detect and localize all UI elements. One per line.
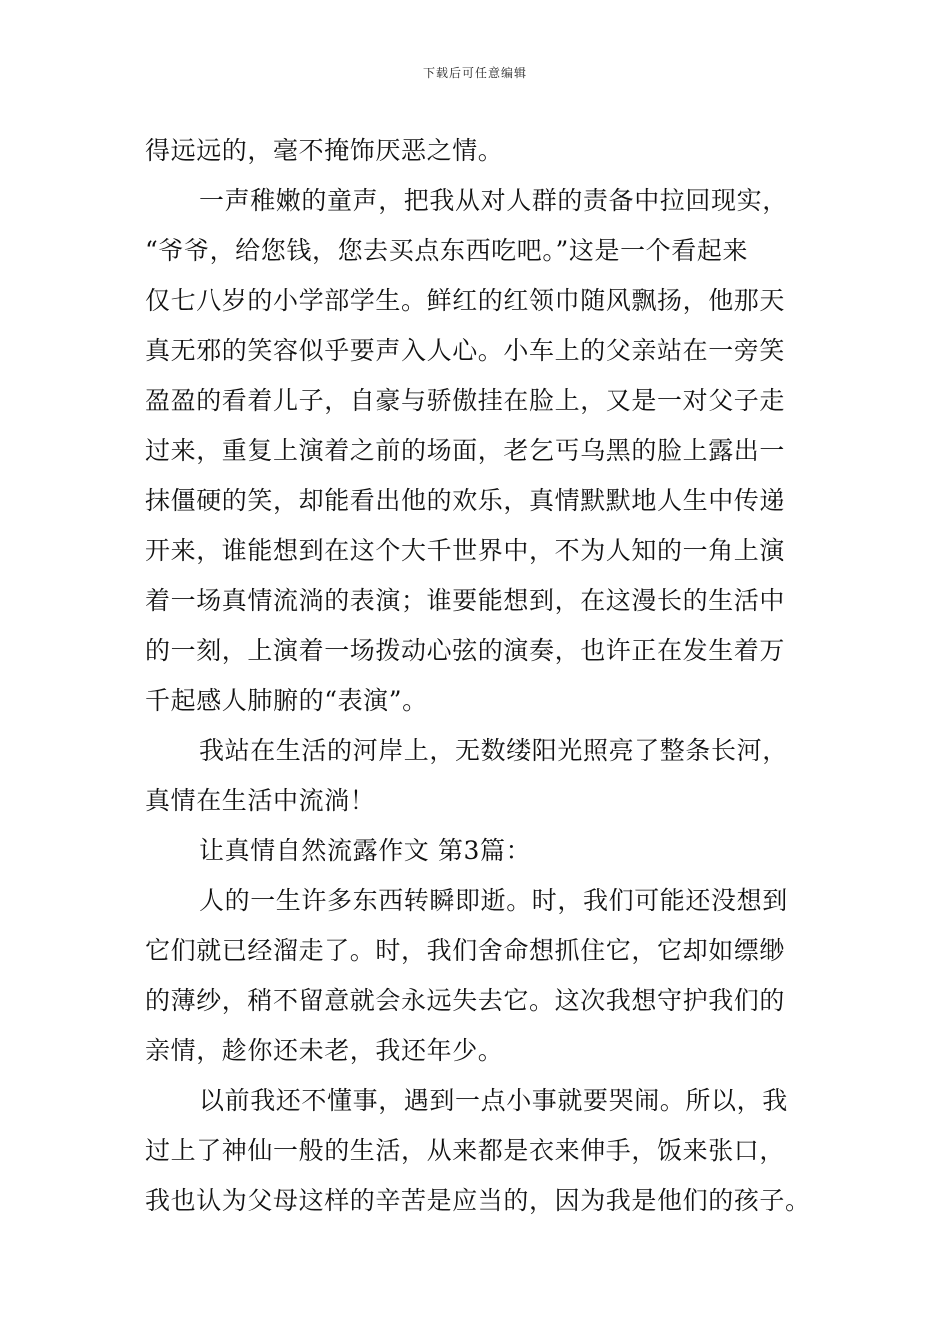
paragraph-start: 一声稚嫩的童声，把我从对人群的责备中拉回现实， bbox=[199, 186, 788, 215]
text-line: 盈盈的看着儿子，自豪与骄傲挂在脸上，又是一对父子走 bbox=[145, 386, 786, 415]
text-line: 过来，重复上演着之前的场面，老乞丐乌黑的脸上露出一 bbox=[145, 436, 786, 465]
text-line: 开来，谁能想到在这个大千世界中，不为人知的一角上演 bbox=[145, 536, 786, 565]
text-line: 的一刻，上演着一场拨动心弦的演奏，也许正在发生着万 bbox=[145, 636, 786, 665]
text-line: 它们就已经溜走了。时，我们舍命想抓住它，它却如缥缈 bbox=[145, 936, 786, 965]
document-body bbox=[145, 126, 809, 1226]
text-line: 得远远的，毫不掩饰厌恶之情。 bbox=[145, 136, 504, 165]
text-line: 仅七八岁的小学部学生。鲜红的红领巾随风飘扬，他那天 bbox=[145, 286, 786, 315]
page-header: 下载后可任意编辑 bbox=[422, 66, 527, 80]
text-line: 的薄纱，稍不留意就会永远失去它。这次我想守护我们的 bbox=[145, 986, 786, 1015]
text-line: 过上了神仙一般的生活，从来都是衣来伸手，饭来张口， bbox=[145, 1136, 786, 1165]
paragraph-start: 我站在生活的河岸上，无数缕阳光照亮了整条长河， bbox=[199, 736, 788, 765]
text-line: 真无邪的笑容似乎要声入人心。小车上的父亲站在一旁笑 bbox=[145, 336, 786, 365]
text-line: 真情在生活中流淌！ bbox=[145, 786, 376, 815]
text-line: “爷爷，给您钱，您去买点东西吃吧。”这是一个看起来 bbox=[145, 236, 749, 265]
paragraph-start: 人的一生许多东西转瞬即逝。时，我们可能还没想到 bbox=[199, 886, 788, 915]
text-line: 亲情，趁你还未老，我还年少。 bbox=[145, 1036, 504, 1065]
section-heading: 让真情自然流露作文 第3篇： bbox=[199, 836, 532, 865]
paragraph-start: 以前我还不懂事，遇到一点小事就要哭闹。所以，我 bbox=[199, 1086, 788, 1115]
text-line: 抹僵硬的笑，却能看出他的欢乐，真情默默地人生中传递 bbox=[145, 486, 786, 515]
text-line: 千起感人肺腑的“表演”。 bbox=[145, 686, 428, 715]
text-line: 我也认为父母这样的辛苦是应当的，因为我是他们的孩子。 bbox=[145, 1186, 811, 1215]
text-line: 着一场真情流淌的表演；谁要能想到，在这漫长的生活中 bbox=[145, 586, 786, 615]
